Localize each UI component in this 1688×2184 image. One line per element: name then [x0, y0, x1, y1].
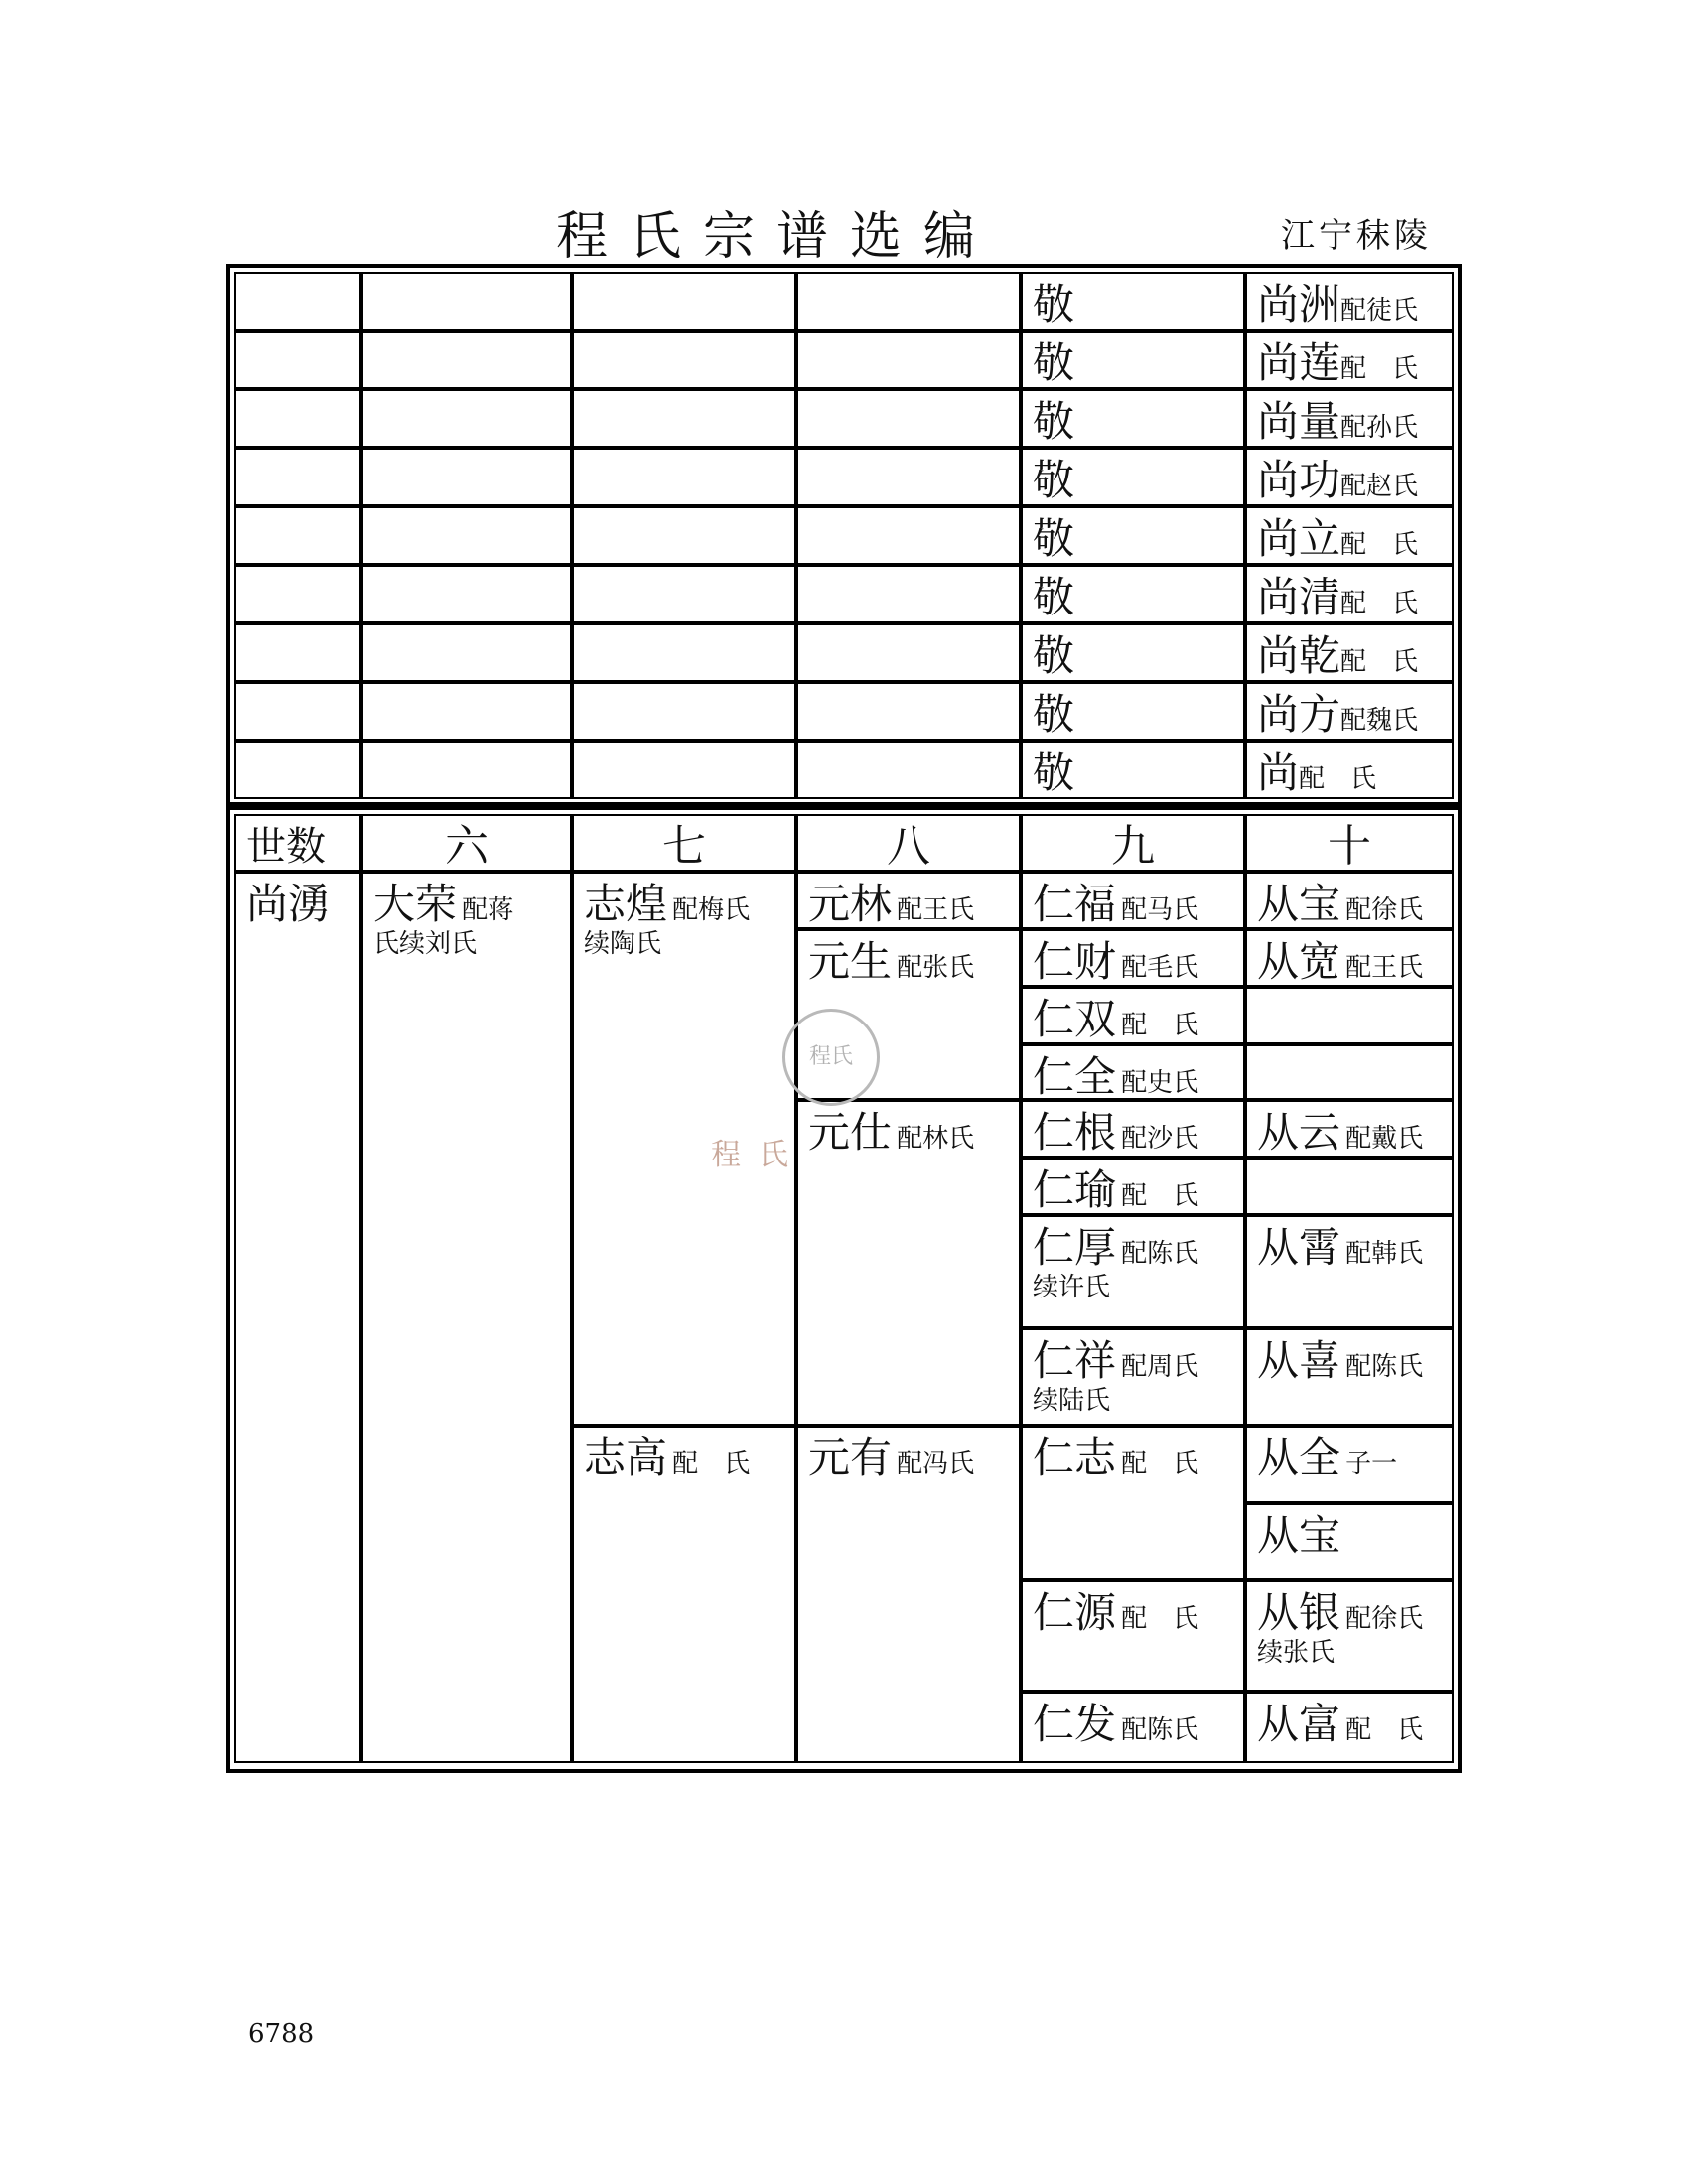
- spouse-text: 配冯氏: [897, 1449, 975, 1479]
- person-name: 元林: [808, 880, 893, 928]
- upper-gen10-cell: [1245, 448, 1454, 506]
- upper-empty-cell: [361, 741, 572, 799]
- person-name: 元有: [808, 1433, 893, 1482]
- upper-empty-cell: [572, 272, 796, 331]
- person-name: 从霄: [1257, 1223, 1341, 1272]
- upper-empty-cell: [361, 448, 572, 506]
- spouse-text: 配 氏: [1340, 589, 1419, 618]
- page-subtitle: 江宁秣陵: [1281, 216, 1432, 256]
- upper-gen9-cell: [1021, 741, 1245, 799]
- person-name: 尚清: [1257, 573, 1341, 621]
- person-name: 元仕: [808, 1108, 893, 1157]
- spouse-text: 配陈氏: [1345, 1352, 1424, 1382]
- spouse-text: 配 氏: [1340, 354, 1419, 384]
- upper-gen10-cell: [1245, 506, 1454, 565]
- person-name: 志高: [584, 1433, 668, 1482]
- gen9-cell: [1021, 929, 1245, 987]
- page-title: 程氏宗谱选编: [556, 207, 998, 267]
- person-name: 大荣: [373, 880, 458, 928]
- person-name: 从全: [1257, 1433, 1341, 1482]
- person-name: 敬: [1033, 690, 1075, 739]
- header-gen9: 九: [1021, 814, 1245, 872]
- upper-gen10-cell: [1245, 272, 1454, 331]
- spouse-text: 配 氏: [1345, 1715, 1424, 1745]
- gen8-cell: [796, 872, 1021, 929]
- person-name: 志煌: [584, 880, 668, 928]
- upper-empty-cell: [572, 565, 796, 623]
- upper-empty-cell: [796, 272, 1021, 331]
- gen8-cell: [796, 1100, 1021, 1426]
- spouse-text: 配 氏: [1121, 1181, 1199, 1211]
- ancestor-name: 尚湧: [246, 880, 331, 928]
- gen10-cell: [1245, 872, 1454, 929]
- spouse-note: 续张氏: [1257, 1638, 1336, 1669]
- upper-empty-cell: [234, 623, 361, 682]
- upper-empty-cell: [361, 682, 572, 741]
- person-name: 仁双: [1033, 995, 1117, 1043]
- upper-empty-cell: [234, 565, 361, 623]
- seal-stamp: 程氏: [782, 1009, 880, 1106]
- spouse-text: 配沙氏: [1121, 1124, 1199, 1154]
- header-gen6: 六: [361, 814, 572, 872]
- spouse-text: 配 氏: [672, 1449, 751, 1479]
- person-name: 敬: [1033, 573, 1075, 621]
- person-name: 从宝: [1257, 880, 1341, 928]
- spouse-text: 配毛氏: [1121, 953, 1199, 983]
- person-name: 仁根: [1033, 1108, 1117, 1157]
- spouse-text: 配 氏: [1299, 764, 1377, 794]
- spouse-text: 配徐氏: [1345, 1604, 1424, 1634]
- spouse-text: 配蒋: [462, 895, 514, 925]
- spouse-text: 配 氏: [1121, 1604, 1199, 1634]
- person-name: 从富: [1257, 1700, 1341, 1748]
- upper-gen9-cell: [1021, 448, 1245, 506]
- upper-empty-cell: [361, 506, 572, 565]
- person-name: 仁财: [1033, 937, 1117, 986]
- upper-gen9-cell: [1021, 682, 1245, 741]
- upper-empty-cell: [572, 331, 796, 389]
- person-name: 敬: [1033, 339, 1075, 387]
- spouse-text: 配 氏: [1121, 1449, 1199, 1479]
- spouse-note: 续陆氏: [1033, 1386, 1111, 1417]
- upper-gen9-cell: [1021, 506, 1245, 565]
- spouse-text: 配赵氏: [1340, 472, 1419, 501]
- person-name: 尚方: [1257, 690, 1341, 739]
- person-name: 从宝: [1257, 1511, 1341, 1560]
- spouse-note: 氏续刘氏: [373, 929, 478, 960]
- upper-gen10-cell: [1245, 741, 1454, 799]
- upper-empty-cell: [796, 331, 1021, 389]
- gen9-cell: [1021, 1692, 1245, 1763]
- upper-empty-cell: [361, 272, 572, 331]
- gen10-cell: [1245, 1215, 1454, 1328]
- spouse-note: 续许氏: [1033, 1273, 1111, 1303]
- gen9-cell: [1021, 1044, 1245, 1100]
- gen9-cell: [1021, 1426, 1245, 1580]
- person-name: 从云: [1257, 1108, 1341, 1157]
- header-gen7: 七: [572, 814, 796, 872]
- gen9-cell: [1021, 987, 1245, 1044]
- upper-gen10-cell: [1245, 389, 1454, 448]
- upper-empty-cell: [234, 331, 361, 389]
- upper-gen10-cell: [1245, 331, 1454, 389]
- person-name: 敬: [1033, 749, 1075, 797]
- gen6-cell: [361, 872, 572, 1763]
- person-name: 敬: [1033, 280, 1075, 329]
- upper-gen10-cell: [1245, 682, 1454, 741]
- upper-gen9-cell: [1021, 623, 1245, 682]
- person-name: 仁厚: [1033, 1223, 1117, 1272]
- person-name: 尚立: [1257, 514, 1341, 563]
- gen10-cell-empty: [1245, 987, 1454, 1044]
- person-name: 尚莲: [1257, 339, 1341, 387]
- person-name: 敬: [1033, 631, 1075, 680]
- person-name: 从喜: [1257, 1336, 1341, 1385]
- spouse-text: 配林氏: [897, 1124, 975, 1154]
- upper-empty-cell: [234, 389, 361, 448]
- upper-empty-cell: [796, 565, 1021, 623]
- spouse-text: 配孙氏: [1340, 413, 1419, 443]
- person-name: 仁源: [1033, 1588, 1117, 1637]
- spouse-text: 配 氏: [1340, 647, 1419, 677]
- gen10-cell: [1245, 1100, 1454, 1158]
- person-name: 敬: [1033, 456, 1075, 504]
- spouse-text: 配张氏: [897, 953, 975, 983]
- upper-gen9-cell: [1021, 565, 1245, 623]
- spouse-text: 配梅氏: [672, 895, 751, 925]
- upper-empty-cell: [572, 448, 796, 506]
- gen10-cell: [1245, 1328, 1454, 1426]
- spouse-text: 配马氏: [1121, 895, 1199, 925]
- spouse-text: 配徐氏: [1345, 895, 1424, 925]
- gen7-cell: [572, 1426, 796, 1763]
- gen9-cell: [1021, 1580, 1245, 1692]
- person-name: 元生: [808, 937, 893, 986]
- gen10-cell: [1245, 1503, 1454, 1580]
- spouse-text: 配 氏: [1121, 1011, 1199, 1040]
- spouse-text: 子一: [1345, 1449, 1398, 1479]
- spouse-text: 配史氏: [1121, 1068, 1199, 1098]
- ancestor-cell: [234, 872, 361, 1763]
- upper-empty-cell: [796, 741, 1021, 799]
- upper-empty-cell: [572, 506, 796, 565]
- gen10-cell: [1245, 1426, 1454, 1503]
- upper-empty-cell: [234, 506, 361, 565]
- upper-empty-cell: [572, 682, 796, 741]
- upper-empty-cell: [572, 389, 796, 448]
- person-name: 尚量: [1257, 397, 1341, 446]
- gen10-cell-empty: [1245, 1158, 1454, 1215]
- spouse-text: 配魏氏: [1340, 706, 1419, 736]
- gen10-cell: [1245, 1692, 1454, 1763]
- upper-empty-cell: [234, 741, 361, 799]
- spouse-text: 配王氏: [897, 895, 975, 925]
- person-name: 从银: [1257, 1588, 1341, 1637]
- spouse-text: 配戴氏: [1345, 1124, 1424, 1154]
- header-gen10: 十: [1245, 814, 1454, 872]
- person-name: 仁志: [1033, 1433, 1117, 1482]
- upper-empty-cell: [572, 741, 796, 799]
- upper-empty-cell: [796, 389, 1021, 448]
- person-name: 仁发: [1033, 1700, 1117, 1748]
- upper-empty-cell: [796, 682, 1021, 741]
- spouse-text: 配周氏: [1121, 1352, 1199, 1382]
- spouse-text: 配徒氏: [1340, 296, 1419, 326]
- upper-gen10-cell: [1245, 565, 1454, 623]
- person-name: 从宽: [1257, 937, 1341, 986]
- spouse-text: 配韩氏: [1345, 1239, 1424, 1269]
- gen10-cell: [1245, 929, 1454, 987]
- header-gen8: 八: [796, 814, 1021, 872]
- gen9-cell: [1021, 1328, 1245, 1426]
- person-name: 尚功: [1257, 456, 1341, 504]
- gen9-cell: [1021, 1158, 1245, 1215]
- upper-empty-cell: [361, 331, 572, 389]
- gen8-cell: [796, 1426, 1021, 1763]
- upper-empty-cell: [796, 506, 1021, 565]
- spouse-text: 配陈氏: [1121, 1239, 1199, 1269]
- upper-empty-cell: [361, 389, 572, 448]
- upper-empty-cell: [572, 623, 796, 682]
- upper-gen9-cell: [1021, 389, 1245, 448]
- person-name: 仁福: [1033, 880, 1117, 928]
- spouse-text: 配 氏: [1340, 530, 1419, 560]
- watermark: 程氏: [711, 1138, 806, 1172]
- upper-empty-cell: [234, 448, 361, 506]
- person-name: 仁祥: [1033, 1336, 1117, 1385]
- person-name: 仁瑜: [1033, 1165, 1117, 1214]
- person-name: 仁全: [1033, 1052, 1117, 1100]
- person-name: 尚洲: [1257, 280, 1341, 329]
- upper-gen10-cell: [1245, 623, 1454, 682]
- upper-empty-cell: [361, 565, 572, 623]
- gen9-cell: [1021, 1100, 1245, 1158]
- upper-empty-cell: [796, 623, 1021, 682]
- spouse-note: 续陶氏: [584, 929, 662, 960]
- person-name: 敬: [1033, 514, 1075, 563]
- gen9-cell: [1021, 1215, 1245, 1328]
- header-shishu: 世数: [234, 814, 361, 872]
- gen9-cell: [1021, 872, 1245, 929]
- upper-gen9-cell: [1021, 272, 1245, 331]
- upper-empty-cell: [234, 272, 361, 331]
- spouse-text: 配陈氏: [1121, 1715, 1199, 1745]
- person-name: 尚: [1257, 749, 1300, 797]
- table-separator: [226, 802, 1462, 810]
- upper-gen9-cell: [1021, 331, 1245, 389]
- person-name: 敬: [1033, 397, 1075, 446]
- gen10-cell: [1245, 1580, 1454, 1692]
- upper-empty-cell: [361, 623, 572, 682]
- spouse-text: 配王氏: [1345, 953, 1424, 983]
- person-name: 尚乾: [1257, 631, 1341, 680]
- upper-empty-cell: [234, 682, 361, 741]
- gen10-cell-empty: [1245, 1044, 1454, 1100]
- upper-empty-cell: [796, 448, 1021, 506]
- page-number: 6788: [248, 2019, 315, 2049]
